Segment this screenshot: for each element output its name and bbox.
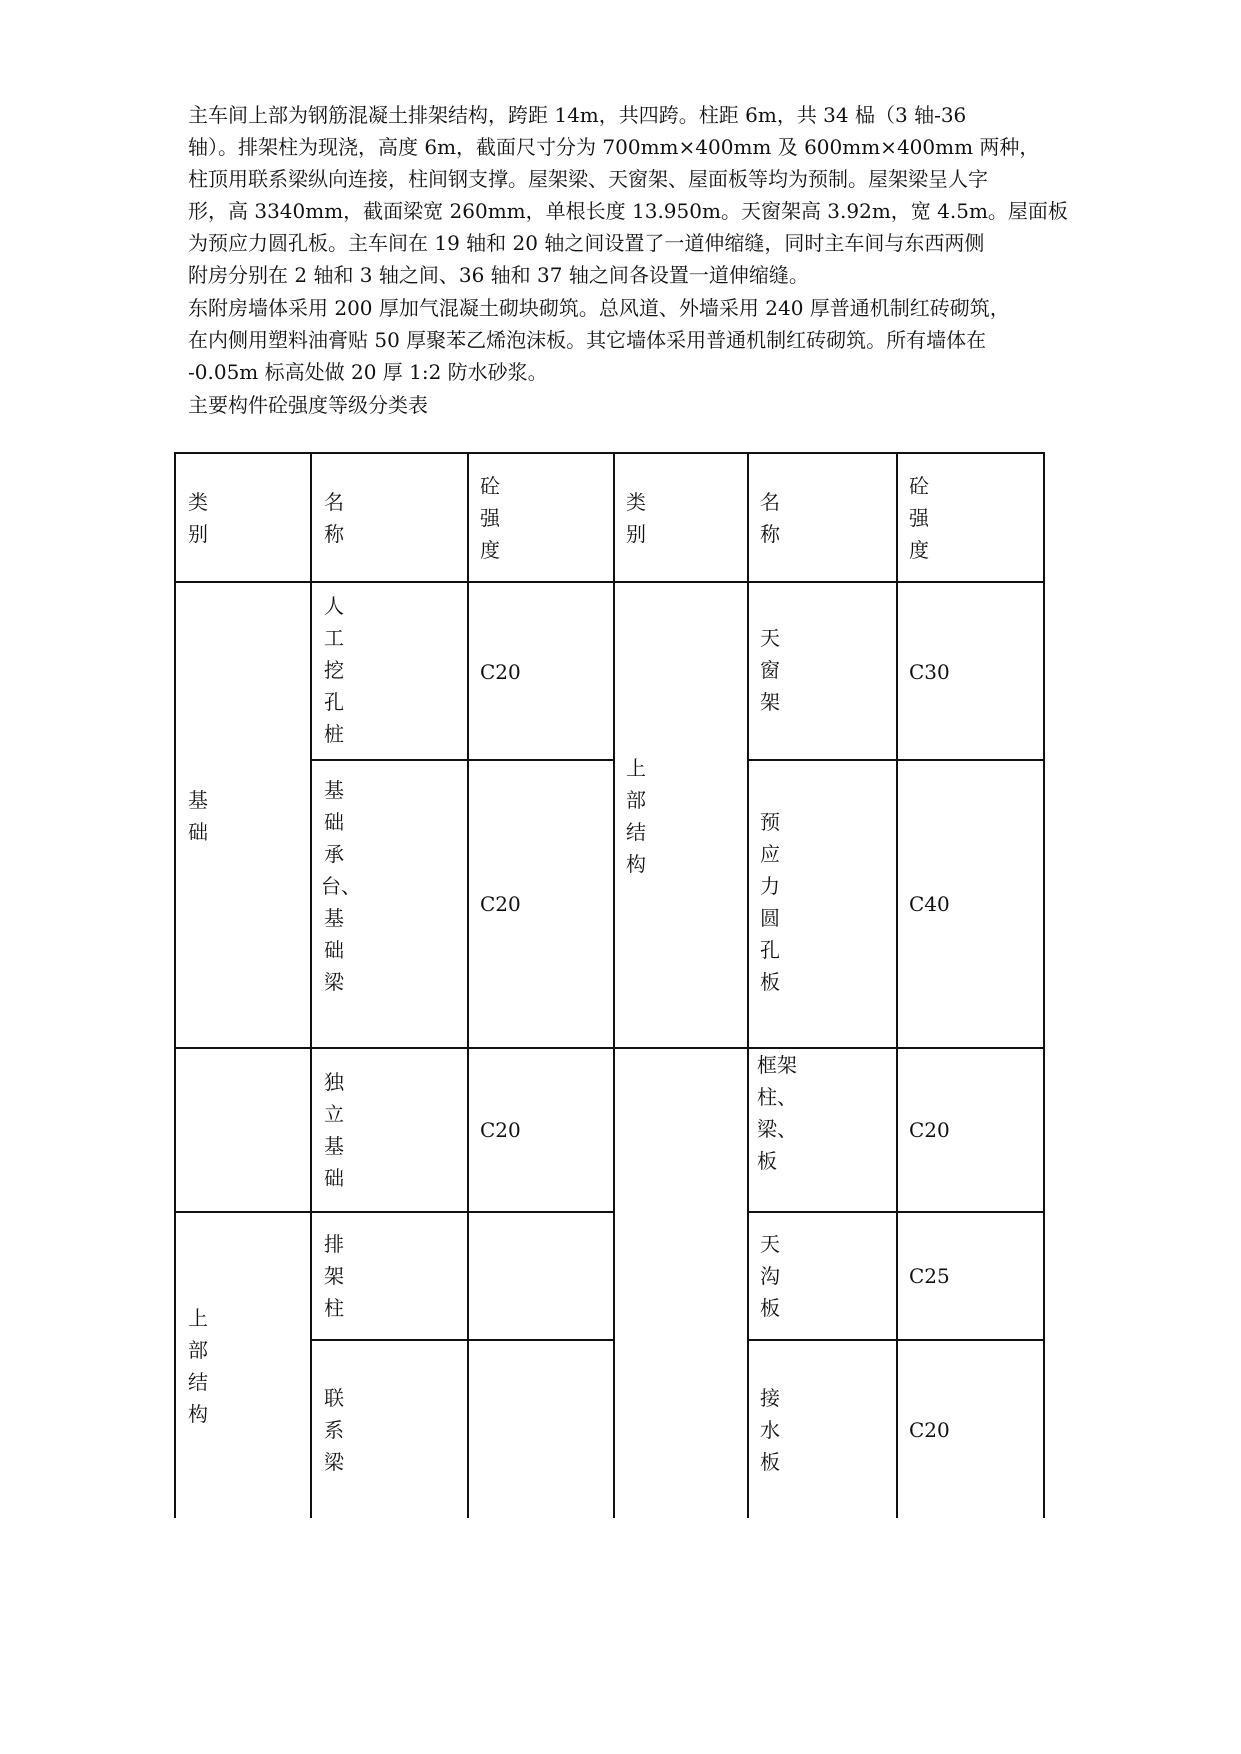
concrete-grade: C20: [480, 1118, 521, 1142]
text-line: 为预应力圆孔板。主车间在 19 轴和 20 轴之间设置了一道伸缩缝，同时主车间与东西两侧: [188, 231, 985, 255]
header-strength: 砼强度: [909, 474, 929, 562]
concrete-grade: C20: [480, 660, 521, 684]
component-name: 天沟板: [760, 1232, 780, 1320]
text-line: 形，高 3340mm，截面梁宽 260mm，单根长度 13.950m。天窗架高 3.92m，宽 4.5m。屋面板: [188, 199, 1068, 223]
component-name: 接水板: [760, 1386, 780, 1474]
table-rule: [175, 581, 1045, 583]
table-border-right: [1043, 452, 1045, 1518]
text-line: 东附房墙体采用 200 厚加气混凝土砌块砌筑。总风道、外墙采用 240 厚普通机制红砖砌筑，: [188, 296, 1010, 320]
text-line: -0.05m 标高处做 20 厚 1:2 防水砂浆。: [188, 360, 548, 384]
component-name: 框架柱、梁、板: [757, 1053, 797, 1173]
category-foundation: 基础: [188, 788, 208, 844]
table-border-top: [175, 452, 1045, 454]
header-category: 类别: [626, 490, 646, 546]
table-rule: [467, 452, 469, 1518]
component-name: 预应力圆孔板: [760, 810, 780, 994]
concrete-grade: C20: [480, 892, 521, 916]
table-caption-text: 主要构件砼强度等级分类表: [188, 393, 428, 417]
table-rule: [896, 452, 898, 1518]
component-name: 天窗架: [760, 626, 780, 714]
text-line: 主车间上部为钢筋混凝土排架结构，跨距 14m，共四跨。柱距 6m，共 34 榀（3 轴-36: [188, 103, 967, 127]
text-line: 附房分别在 2 轴和 3 轴之间、36 轴和 37 轴之间各设置一道伸缩缝。: [188, 263, 809, 287]
table-border-left: [174, 452, 176, 1518]
table-rule: [747, 452, 749, 1518]
table-caption: [188, 389, 1068, 421]
table-rule: [310, 452, 312, 1518]
intro-paragraph: [188, 99, 1068, 291]
text-line: 在内侧用塑料油膏贴 50 厚聚苯乙烯泡沫板。其它墙体采用普通机制红砖砌筑。所有墙体在: [188, 328, 987, 352]
text-line: 柱顶用联系梁纵向连接，柱间钢支撑。屋架梁、天窗架、屋面板等均为预制。屋架梁呈人字: [188, 167, 988, 191]
table-rule: [175, 1047, 1045, 1049]
header-name: 名称: [760, 490, 780, 546]
category-superstructure: 上部结构: [626, 756, 646, 876]
concrete-grade: C20: [909, 1418, 950, 1442]
concrete-grade: C20: [909, 1118, 950, 1142]
component-name: 独立基础: [324, 1070, 344, 1190]
table-rule: [311, 759, 615, 761]
header-category: 类别: [188, 490, 208, 546]
component-name: 联系梁: [324, 1386, 344, 1474]
component-name: 人工挖孔桩: [324, 594, 344, 746]
category-superstructure: 上部结构: [188, 1306, 208, 1426]
wall-paragraph: [188, 292, 1068, 388]
text-line: 轴）。排架柱为现浇，高度 6m，截面尺寸分为 700mm×400mm 及 600mm×400mm 两种，: [188, 135, 1040, 159]
table-rule: [311, 1339, 615, 1341]
component-name: 基础承台、基础梁: [321, 778, 361, 994]
header-name: 名称: [324, 490, 344, 546]
component-name: 排架柱: [324, 1232, 344, 1320]
concrete-grade: C25: [909, 1264, 950, 1288]
table-rule: [175, 1211, 615, 1213]
concrete-grade: C30: [909, 660, 950, 684]
table-rule: [613, 452, 615, 1518]
header-strength: 砼强度: [480, 474, 500, 562]
concrete-grade: C40: [909, 892, 950, 916]
